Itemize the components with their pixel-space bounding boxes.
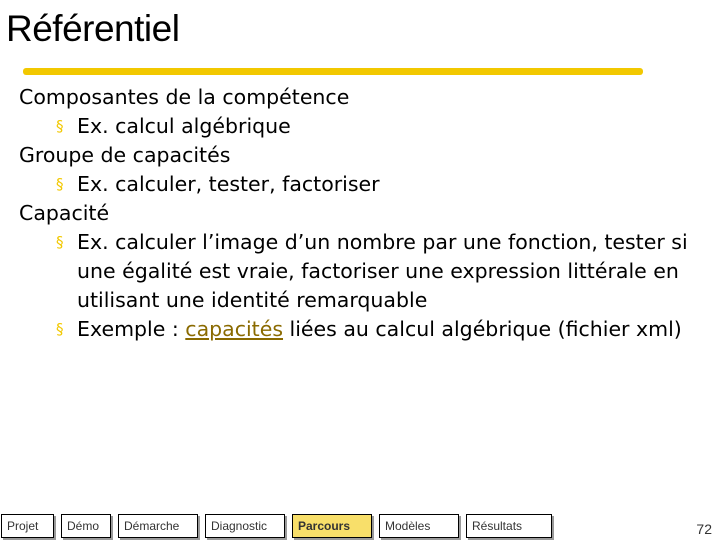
- example-suffix: liées au calcul algébrique (fichier xml): [283, 317, 682, 341]
- nav-demarche[interactable]: Démarche: [118, 514, 198, 538]
- page-number: 72: [696, 521, 712, 537]
- bullet-icon: §: [56, 117, 64, 135]
- list-item: [56, 315, 720, 344]
- bullet-icon: §: [56, 233, 64, 251]
- nav-parcours[interactable]: Parcours: [292, 514, 372, 538]
- slide-title: Référentiel: [6, 8, 180, 49]
- list-item: [56, 228, 720, 315]
- nav-resultats[interactable]: Résultats: [466, 514, 552, 538]
- example-prefix: Exemple :: [77, 317, 186, 341]
- heading-groupe: Groupe de capacités: [19, 143, 231, 167]
- nav-demo[interactable]: Démo: [61, 514, 111, 538]
- list-item: [56, 112, 720, 141]
- nav-modeles[interactable]: Modèles: [379, 514, 459, 538]
- heading-composantes: Composantes de la compétence: [19, 85, 350, 109]
- example-text: Ex. calcul algébrique: [77, 114, 291, 138]
- example-text: Ex. calculer l’image d’un nombre par une fonction, tester si une égalité est vraie, factoriser une expression littérale en utilisant une identité remarquable: [77, 230, 688, 312]
- capacites-link[interactable]: capacités: [185, 317, 284, 341]
- heading-capacite: Capacité: [19, 201, 110, 225]
- nav-diagnostic[interactable]: Diagnostic: [205, 514, 285, 538]
- example-text: Ex. calculer, tester, factoriser: [77, 172, 380, 196]
- slide-content: [0, 83, 720, 344]
- bullet-icon: §: [56, 320, 64, 338]
- nav-projet[interactable]: Projet: [1, 514, 54, 538]
- bullet-icon: §: [56, 175, 64, 193]
- bottom-nav: [0, 514, 720, 540]
- title-underline: [23, 68, 643, 75]
- list-item: [56, 170, 720, 199]
